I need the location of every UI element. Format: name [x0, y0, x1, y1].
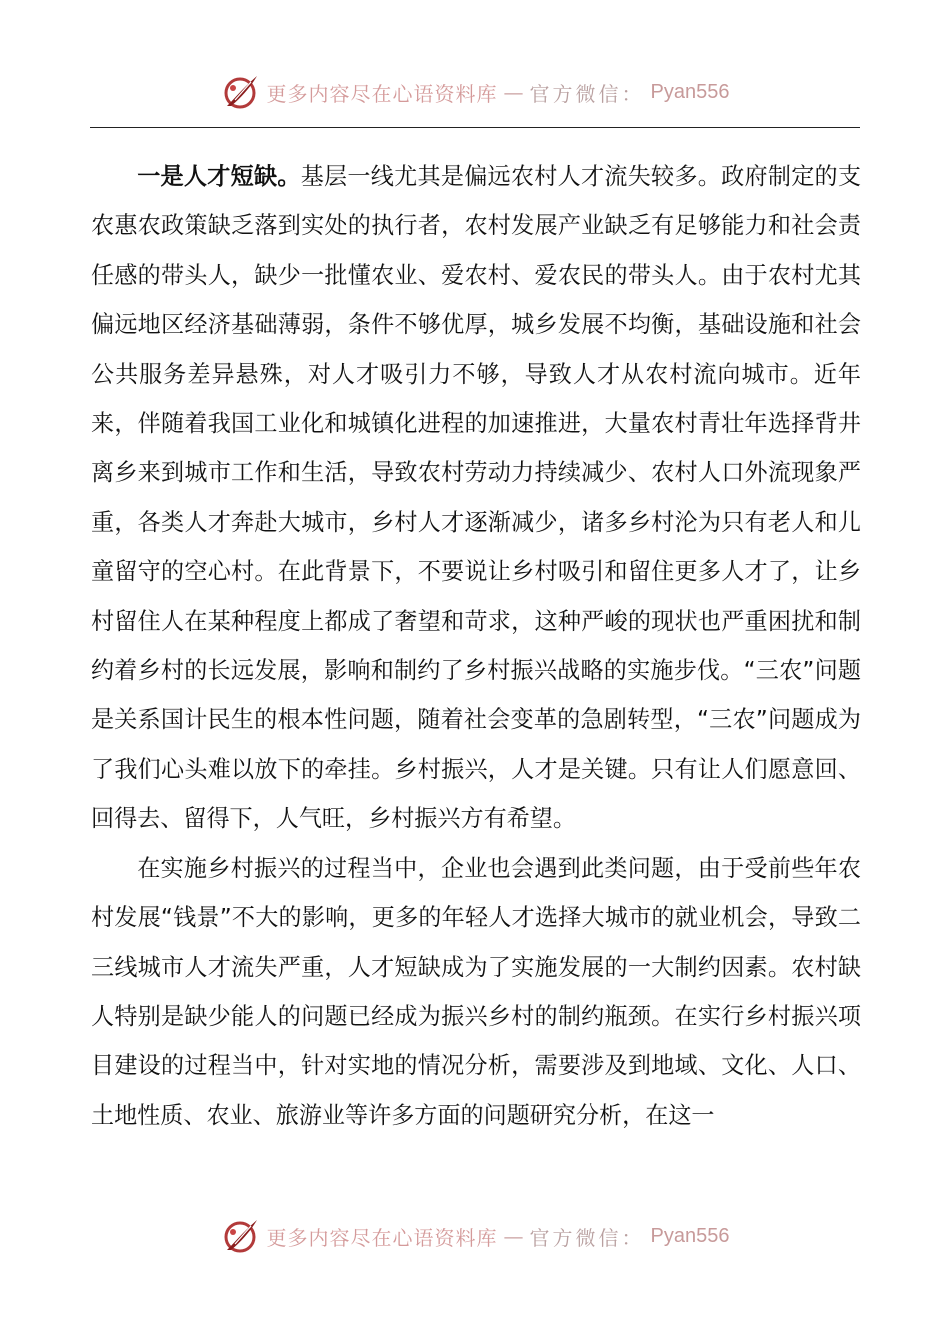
watermark-wechat-label: 官方微信：	[529, 81, 645, 106]
watermark-main-text: 更多内容尽在心语资料库	[266, 1225, 498, 1250]
watermark-separator: —	[503, 1224, 524, 1248]
quill-pen-logo-icon	[221, 1216, 261, 1256]
paragraph-lead-heading: 一是人才短缺。	[137, 164, 301, 190]
paragraph-enterprise-issues	[91, 845, 861, 1141]
footer-watermark	[0, 1214, 950, 1258]
document-body	[91, 153, 861, 1141]
paragraph-text: 在实施乡村振兴的过程当中，企业也会遇到此类问题，由于受前些年农村发展“钱景”不大的影响，更多的年轻人才选择大城市的就业机会，导致二三线城市人才流失严重，人才短缺成为了实施发展的一大制约因素。农村缺人特别是缺少能人的问题已经成为振兴乡村的制约瓶颈。在实行乡村振兴项目建设的过程当中，针对实地的情况分析，需要涉及到地域、文化、人口、土地性质、农业、旅游业等许多方面的问题研究分析，在这一	[91, 855, 861, 1129]
header-watermark	[0, 70, 950, 114]
header-divider	[90, 127, 860, 128]
watermark-wechat-id: Pyan556	[650, 80, 730, 103]
watermark-wechat-id: Pyan556	[650, 1224, 730, 1247]
paragraph-text: 基层一线尤其是偏远农村人才流失较多。政府制定的支农惠农政策缺乏落到实处的执行者，农村发展产业缺乏有足够能力和社会责任感的带头人，缺少一批懂农业、爱农村、爱农民的带头人。由于农村尤其偏远地区经济基础薄弱，条件不够优厚，城乡发展不均衡，基础设施和社会公共服务差异悬殊，对人才吸引力不够，导致人才从农村流向城市。近年来，伴随着我国工业化和城镇化进程的加速推进，大量农村青壮年选择背井离乡来到城市工作和生活，导致农村劳动力持续减少、农村人口外流现象严重，各类人才奔赴大城市，乡村人才逐渐减少，诸多乡村沦为只有老人和儿童留守的空心村。在此背景下，不要说让乡村吸引和留住更多人才了，让乡村留住人在某种程度上都成了奢望和苛求，这种严峻的现状也严重困扰和制约着乡村的长远发展，影响和制约了乡村振兴战略的实施步伐。“三农”问题是关系国计民生的根本性问题，随着社会变革的急剧转型，“三农”问题成为了我们心头难以放下的牵挂。乡村振兴，人才是关键。只有让人们愿意回、回得去、留得下，人气旺，乡村振兴方有希望。	[91, 164, 862, 833]
watermark-wechat-label: 官方微信：	[529, 1225, 645, 1250]
quill-pen-logo-icon	[221, 72, 261, 112]
paragraph-talent-shortage	[91, 153, 861, 845]
watermark-main-text: 更多内容尽在心语资料库	[266, 81, 498, 106]
watermark-separator: —	[503, 80, 524, 104]
